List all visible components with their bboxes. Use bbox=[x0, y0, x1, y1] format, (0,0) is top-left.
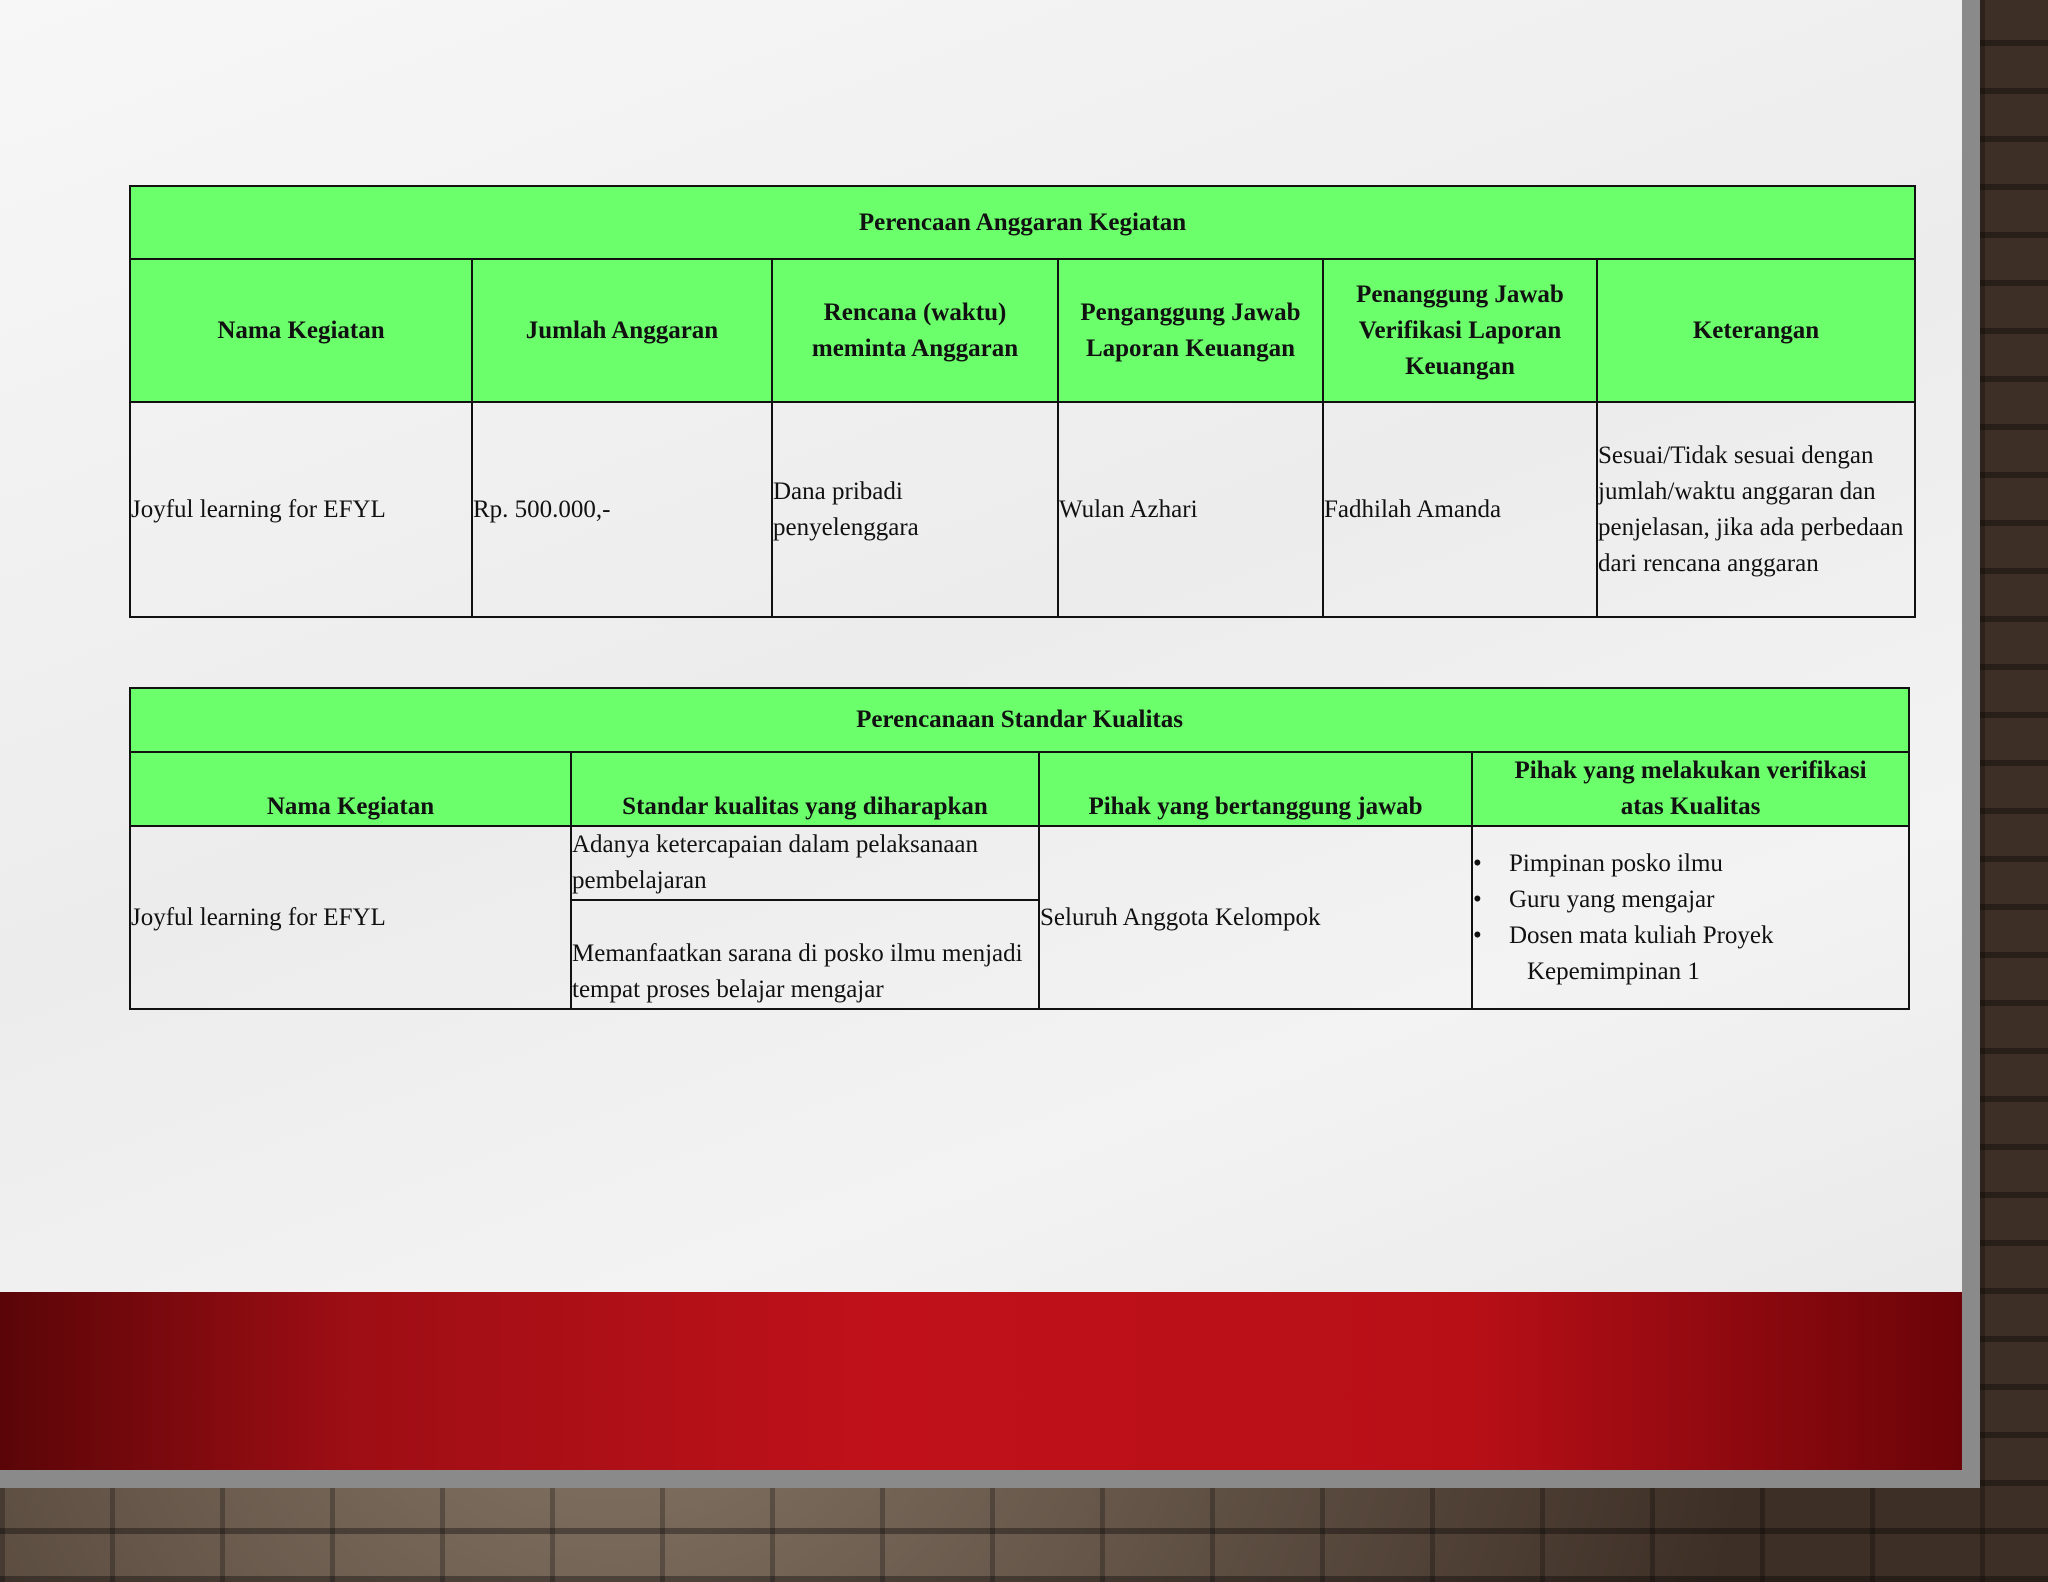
column-header: Rencana (waktu) meminta Anggaran bbox=[772, 259, 1058, 402]
table-cell: Rp. 500.000,- bbox=[472, 402, 772, 617]
table-cell: Joyful learning for EFYL bbox=[130, 826, 571, 1009]
column-header: Pihak yang bertanggung jawab bbox=[1039, 752, 1472, 826]
quality-standard-table bbox=[129, 687, 1910, 1010]
list-item: • Pimpinan posko ilmu bbox=[1473, 846, 1908, 882]
column-header: Keterangan bbox=[1597, 259, 1915, 402]
table-cell bbox=[1472, 826, 1909, 1009]
table-cell: Seluruh Anggota Kelompok bbox=[1039, 826, 1472, 1009]
table-title: Perencanaan Standar Kualitas bbox=[130, 688, 1909, 752]
table-cell: Sesuai/Tidak sesuai dengan jumlah/waktu anggaran dan penjelasan, jika ada perbedaan dari rencana anggaran bbox=[1597, 402, 1915, 617]
budget-planning-table bbox=[129, 185, 1916, 618]
table-cell: Fadhilah Amanda bbox=[1323, 402, 1597, 617]
table-cell: Memanfaatkan sarana di posko ilmu menjadi tempat proses belajar mengajar bbox=[571, 900, 1039, 1009]
column-header: Standar kualitas yang diharapkan bbox=[571, 752, 1039, 826]
table-cell: Wulan Azhari bbox=[1058, 402, 1323, 617]
list-item: • Guru yang mengajar bbox=[1473, 882, 1908, 918]
verifier-list bbox=[1473, 846, 1908, 990]
list-item: • Dosen mata kuliah Proyek Kepemimpinan 1 bbox=[1473, 918, 1908, 990]
table-cell: Dana pribadi penyelenggara bbox=[772, 402, 1058, 617]
column-header: Penanggung Jawab Verifikasi Laporan Keuangan bbox=[1323, 259, 1597, 402]
column-header: Jumlah Anggaran bbox=[472, 259, 772, 402]
footer-band bbox=[0, 1292, 1962, 1470]
column-header: Nama Kegiatan bbox=[130, 752, 571, 826]
table-cell: Adanya ketercapaian dalam pelaksanaan pembelajaran bbox=[571, 826, 1039, 900]
column-header: Pihak yang melakukan verifikasi atas Kualitas bbox=[1472, 752, 1909, 826]
column-header: Nama Kegiatan bbox=[130, 259, 472, 402]
column-header: Penganggung Jawab Laporan Keuangan bbox=[1058, 259, 1323, 402]
table-cell: Joyful learning for EFYL bbox=[130, 402, 472, 617]
table-title: Perencaan Anggaran Kegiatan bbox=[130, 186, 1915, 259]
